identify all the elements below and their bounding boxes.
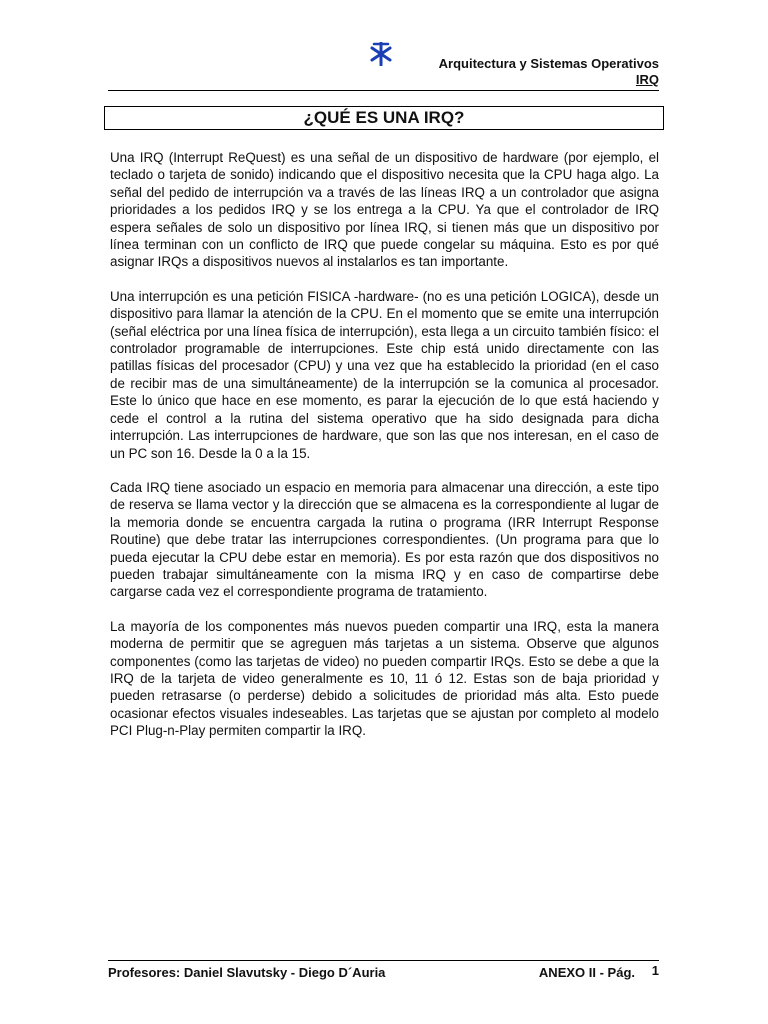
document-body [110,149,659,757]
document-heading: ¿QUÉ ES UNA IRQ? [104,106,664,130]
page-header [108,42,659,88]
paragraph: Una IRQ (Interrupt ReQuest) es una señal de un dispositivo de hardware (por ejemplo, el teclado o tarjeta de sonido) indicando que el dispositivo necesita que la CPU haga algo. La señal del pedido de interrupción va a través de las líneas IRQ a un controlador que asigna prioridades a los pedidos IRQ y se los entrega a la CPU. Ya que el controlador de IRQ espera señales de solo un dispositivo por línea IRQ, si tienen más que un dispositivo por línea terminan con un conflicto de IRQ que puede congelar su máquina. Esto es por qué asignar IRQs a dispositivos nuevos al instalarlos es tan importante. [110,150,659,270]
footer-annex: ANEXO II - Pág. [538,965,635,980]
header-divider [108,90,659,91]
page-number: 1 [651,963,659,978]
university-logo-icon [370,42,392,66]
course-title: Arquitectura y Sistemas Operativos [438,56,659,71]
paragraph: La mayoría de los componentes más nuevos pueden compartir una IRQ, esta la manera moderna de permitir que se agreguen más tarjetas a un sistema. Observe que algunos componentes (como las tarjetas de video) no pueden compartir IRQs. Esto se debe a que la IRQ de la tarjeta de video generalmente es 10, 11 ó 12. Estas son de baja prioridad y pueden retrasarse (o perderse) debido a solicitudes de prioridad más alta. Esto puede ocasionar efectos visuales indeseables. Las tarjetas que se ajustan por completo al modelo PCI Plug-n-Play permiten compartir la IRQ. [110,618,659,739]
topic-label: IRQ [635,72,659,87]
footer-authors: Profesores: Daniel Slavutsky - Diego D´Auria [108,965,386,980]
paragraph: Una interrupción es una petición FISICA -hardware- (no es una petición LOGICA), desde un dispositivo para llamar la atención de la CPU. En el momento que se emite una interrupción (señal eléctrica por una línea física de interrupción), esta llega a un circuito también físico: el controlador programable de interrupciones. Este chip está unido directamente con las patillas físicas del procesador (CPU) y una vez que ha establecido la prioridad (en el caso de recibir mas de una simultáneamente) de la interrupción se la comunica al procesador. Este lo único que hace en ese momento, es parar la ejecución de lo que está haciendo y cede el control a la rutina del sistema operativo que ha sido designada para dicha interrupción. Las interrupciones de hardware, que son las que nos interesan, en el caso de un PC son 16. Desde la 0 a la 15. [110,288,659,461]
page-footer [108,960,659,985]
paragraph: Cada IRQ tiene asociado un espacio en memoria para almacenar una dirección, a este tipo de reserva se llama vector y la dirección que se almacena es la correspondiente al lugar de la memoria donde se encuentra cargada la rutina o programa (IRR Interrupt Response Routine) que debe tratar las interrupciones correspondientes. (Un programa para que lo pueda ejecutar la CPU debe estar en memoria). Es por esta razón que dos dispositivos no pueden trabajar simultáneamente con la misma IRQ y en caso de compartirse debe cargarse cada vez el correspondiente programa de tratamiento. [110,479,659,600]
